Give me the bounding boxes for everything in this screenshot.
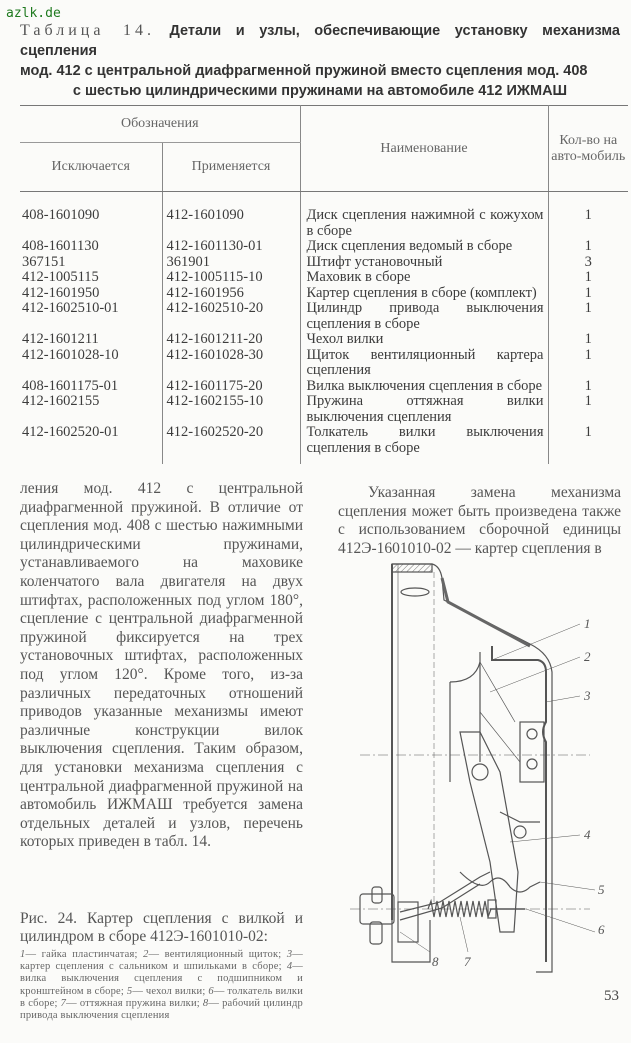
cell-qty: 1 [548, 239, 628, 255]
cell-name: Пружина оттяжная вилки выключения сцепления [300, 394, 548, 425]
cell-applied: 412-1005115-10 [162, 270, 300, 286]
cell-qty: 1 [548, 286, 628, 302]
header-qty-text: Кол-во на авто-мобиль [551, 132, 626, 164]
table-title [20, 21, 620, 101]
legend-number: 7 [60, 998, 67, 1010]
table-row [20, 239, 628, 255]
header-name: Наименование [300, 106, 548, 192]
table-row [20, 255, 628, 271]
cell-name: Толкатель вилки выключения сцепления в сборе [300, 425, 548, 456]
cell-qty: 1 [548, 301, 628, 332]
callout-4: 4 [584, 827, 591, 842]
legend-number: 6 [208, 985, 214, 997]
cell-applied: 412-1602520-20 [162, 425, 300, 456]
page-number: 53 [604, 988, 619, 1004]
cell-excluded: 408-1601090 [22, 207, 100, 223]
cell-applied: 412-1601130-01 [162, 239, 300, 255]
figure-legend [20, 949, 303, 1023]
legend-number: 1 [20, 948, 26, 960]
cell-excluded: 408-1601175-01 [22, 377, 119, 394]
watermark: azlk.de [6, 6, 61, 21]
callout-2: 2 [584, 649, 591, 664]
cell-applied: 412-1602510-20 [162, 301, 300, 332]
cell-qty: 1 [548, 270, 628, 286]
cell-name: Маховик в сборе [300, 270, 548, 286]
legend-number: 8 [202, 998, 209, 1010]
table-row [20, 394, 628, 425]
cell-name: Чехол вилки [300, 332, 548, 348]
cell-excluded: 412-1601211 [22, 331, 99, 347]
cell-name: Цилиндр привода выключения сцепления в сборе [300, 301, 548, 332]
cell-qty: 1 [548, 425, 628, 456]
cell-name: Диск сцепления ведомый в сборе [300, 239, 548, 255]
legend-text: — рабочий цилиндр привода выключения сцепления [20, 998, 303, 1022]
cell-applied: 412-1601175-20 [162, 379, 300, 395]
cell-applied: 412-1601090 [162, 206, 300, 239]
header-applied: Применяется [162, 143, 300, 192]
cell-excluded: 412-1601028-10 [22, 346, 119, 363]
callout-5: 5 [598, 882, 605, 897]
title-line-3: с шестью цилиндрическими пружинами на автомобиле 412 ИЖМАШ [72, 83, 568, 99]
table-row [20, 301, 628, 332]
header-excluded: Исключается [20, 143, 162, 192]
left-column-block [20, 480, 303, 1023]
cell-qty: 1 [548, 332, 628, 348]
callout-6: 6 [598, 922, 605, 937]
legend-item [143, 949, 281, 960]
legend-text: — чехол вилки; [132, 985, 206, 997]
cell-name: Вилка выключения сцепления в сборе [300, 379, 548, 395]
cell-applied: 412-1601956 [162, 286, 300, 302]
cell-applied: 412-1601028-30 [162, 348, 300, 379]
cell-qty: 1 [548, 394, 628, 425]
table-label: Таблица 14. [20, 22, 155, 39]
figure-caption: Рис. 24. Картер сцепления с вилкой и цилиндром в сборе 412Э-1601010-02: [20, 909, 303, 946]
legend-number: 2 [143, 948, 149, 960]
cell-applied: 361901 [162, 255, 300, 271]
title-line-1: Детали и узлы, обеспечивающие установку механизма сцепления [20, 23, 620, 59]
legend-number: 5 [126, 985, 133, 997]
legend-number: 4 [286, 961, 293, 973]
header-qty [548, 106, 628, 192]
callout-8: 8 [432, 954, 439, 969]
callout-3: 3 [584, 688, 591, 703]
cell-excluded: 412-1602510-01 [22, 300, 119, 316]
cell-applied: 412-1602155-10 [162, 394, 300, 425]
legend-text: — вилка выключения сцепления с подшипником и кронштейном в сборе; [20, 961, 303, 997]
housing-outline [392, 564, 552, 972]
cell-qty: 3 [548, 255, 628, 271]
legend-text: — картер сцепления с сальником и шпильками в сборе; [20, 948, 303, 973]
table-row [20, 332, 628, 348]
legend-item [127, 986, 206, 997]
callout-1: 1 [584, 616, 591, 631]
cell-name: Щиток вентиляционный картера сцепления [300, 348, 548, 379]
legend-number: 3 [286, 948, 293, 960]
header-designations: Обозначения [20, 106, 300, 143]
legend-text: — толкатель вилки в сборе; [20, 985, 304, 1010]
cell-qty: 1 [548, 206, 628, 239]
cell-name: Штифт установочный [300, 255, 548, 271]
callout-7: 7 [464, 954, 471, 969]
cell-excluded: 412-1602155 [22, 393, 100, 409]
cell-qty: 1 [548, 348, 628, 379]
cell-excluded: 408-1601130 [22, 238, 99, 254]
title-line-2: мод. 412 с центральной диафрагменной пружиной вместо сцепления мод. 408 [20, 63, 588, 79]
table-row [20, 206, 628, 239]
table-row [20, 348, 628, 379]
legend-text: — гайка пластинчатая; [25, 948, 138, 960]
lower-section [0, 480, 631, 1023]
figure-caption-block [20, 910, 303, 1023]
body-left-column: ления мод. 412 с центральной диафрагменной пружиной. В отличие от сцепления мод. 408 с шестью нажимными цилиндрическими пружинами, устанавливаемого на маховике коленчатого вала двигателя на двух штифтах, расположенных под углом 180°, сцепление с центральной диафрагменной пружиной фиксируется на трех установочных штифтах, расположенных под углом 120°. Кроме того, из-за различных передаточных отношений приводов указанные механизмы имеют различные конструкции вилок выключения сцепления. Таким образом, для установки механизма сцепления с центральной диафрагменной пружиной на автомобиль ИЖМАШ требуется замена отдельных деталей и узлов, перечень которых приведен в табл. 14. [20, 480, 303, 851]
table-row [20, 286, 628, 302]
legend-text: — вентиляционный щиток; [148, 948, 282, 960]
legend-text: — оттяжная пружина вилки; [66, 998, 200, 1010]
body-right-column: Указанная замена механизма сцепления может быть произведена также с использованием сборочной единицы 412Э-1601010-02 — картер сцепления в [338, 484, 621, 557]
parts-table [20, 105, 628, 464]
cell-excluded: 412-1601950 [22, 284, 100, 301]
cell-excluded: 412-1602520-01 [22, 424, 119, 440]
table-row [20, 425, 628, 456]
cell-excluded: 367151 [22, 253, 66, 270]
legend-item [20, 949, 138, 960]
table-row [20, 270, 628, 286]
table-row [20, 379, 628, 395]
cell-name: Картер сцепления в сборе (комплект) [300, 286, 548, 302]
cell-name: Диск сцепления нажимной с кожухом в сборе [300, 206, 548, 239]
clutch-housing-drawing [340, 542, 631, 992]
cell-applied: 412-1601211-20 [162, 332, 300, 348]
cell-qty: 1 [548, 379, 628, 395]
cell-excluded: 412-1005115 [22, 269, 99, 285]
